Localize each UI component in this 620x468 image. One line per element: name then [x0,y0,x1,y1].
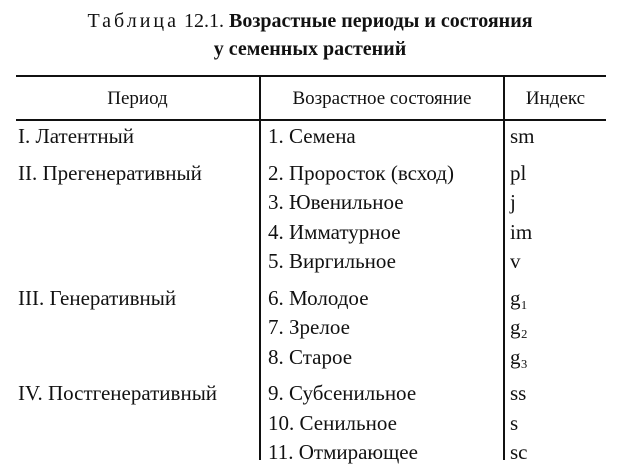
table-row [16,284,606,314]
cell-period: III. Генеративный [18,285,177,310]
cell-index: g₂ [510,315,528,339]
table-title-line-1: Возрастные периоды и состояния [228,10,533,32]
table-title [0,8,620,34]
cell-state: 1. Семена [268,124,356,148]
cell-period: I. Латентный [18,124,135,148]
table-caption-label: Таблица [87,10,179,32]
table-number: 12.1. [183,10,224,32]
cell-state: 9. Субсенильное [268,381,417,405]
header-period: Период [107,88,168,109]
cell-state: 5. Виргильное [268,249,396,273]
table-row [16,159,606,189]
cell-index: im [510,219,533,244]
cell-index: sc [510,440,528,464]
cell-index: s [510,410,519,435]
table-row [16,409,606,439]
table-row [16,218,606,248]
cell-state: 3. Ювенильное [268,190,404,214]
table-body [16,122,606,468]
table-row [16,313,606,343]
cell-state: 4. Имматурное [268,219,401,244]
cell-state: 11. Отмирающее [268,440,418,464]
cell-state: 8. Старое [268,344,353,369]
table-top-rule [16,75,606,77]
cell-index: v [510,249,521,273]
table-row [16,122,606,152]
header-state: Возрастное состояние [292,88,472,109]
cell-index: sm [510,124,535,148]
table-row [16,343,606,373]
header-index: Индекс [525,88,586,109]
cell-index: pl [510,160,527,185]
table-row [16,188,606,218]
cell-index: ss [510,381,527,405]
cell-state: 10. Сенильное [268,410,397,435]
table-row [16,247,606,277]
cell-state: 6. Молодое [268,285,369,310]
cell-period: II. Прегенеративный [18,160,202,185]
table-header-rule [16,119,606,121]
cell-index: g₁ [510,285,528,310]
cell-period: IV. Постгенеративный [18,381,218,405]
table-row [16,438,606,468]
table-title-line-2: у семенных растений [213,38,407,60]
age-periods-table [16,75,606,464]
cell-state: 7. Зрелое [268,315,350,339]
cell-index: g₃ [510,344,528,369]
table-row [16,379,606,409]
cell-index: j [510,190,516,214]
cell-state: 2. Проросток (всход) [268,160,454,185]
